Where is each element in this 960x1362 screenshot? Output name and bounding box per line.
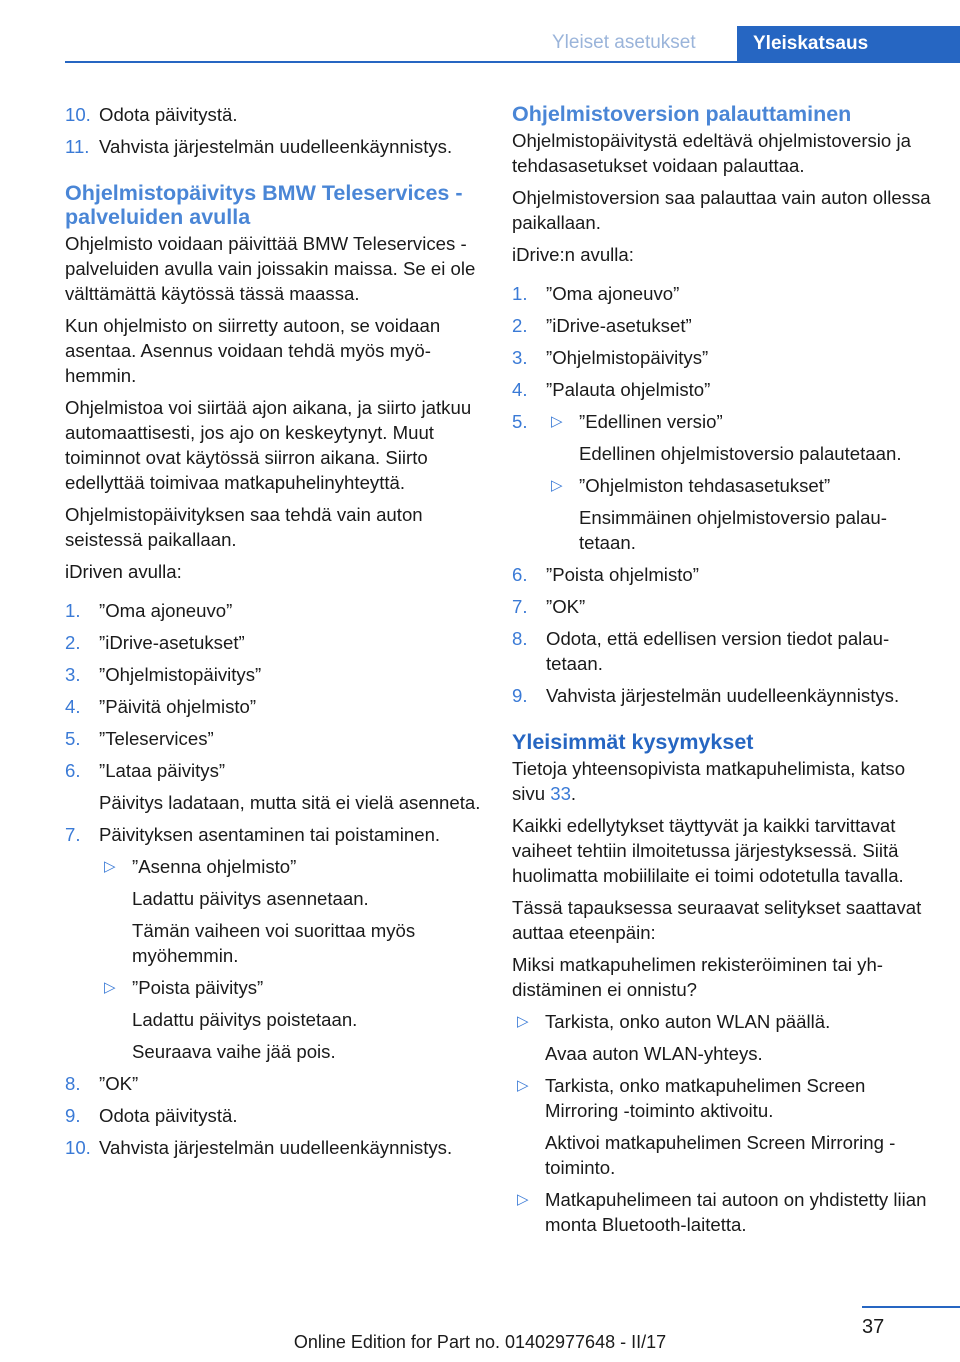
step-text: Odota, että edellisen version tiedot palautetaan.	[546, 628, 890, 674]
update-steps	[65, 598, 483, 1160]
list-item	[65, 630, 483, 655]
compat-text: Tietoja yhteensopivista matkapuhelimista, katso sivu	[512, 758, 906, 804]
list-item	[512, 377, 936, 402]
step-text: ”iDrive-asetukset”	[99, 632, 245, 653]
page-header	[0, 26, 960, 62]
paragraph: Ohjelmistoa voi siirtää ajon aikana, ja siirto jatkuu automaattisesti, jos ajo on keskeytynyt. Muut toiminnot ovat käytössä siirron aikana. Siirto edellyttää toimivaa matkapuhelinyhteyttä.	[65, 397, 472, 493]
step-text: Päivityksen asentaminen tai poistaminen.	[99, 824, 441, 845]
list-item	[65, 102, 483, 127]
list-item	[99, 975, 483, 1064]
sub-text: ”Ohjelmiston tehdasasetukset”	[579, 475, 831, 496]
sub-note: Seuraava vaihe jää pois.	[132, 1041, 336, 1062]
paragraph: Ohjelmisto voidaan päivittää BMW Teleservices -palveluiden avulla vain joissakin maissa. Se ei ole välttämättä käytössä tässä maassa.	[65, 233, 476, 304]
checklist	[512, 1009, 936, 1237]
list-item	[512, 594, 936, 619]
step-number: 5.	[512, 411, 528, 432]
step-number: 9.	[512, 685, 528, 706]
step-number: 3.	[65, 664, 81, 685]
step-text: ”Teleservices”	[99, 728, 214, 749]
step-number: 7.	[65, 824, 81, 845]
check-text: Tarkista, onko auton WLAN päällä.	[545, 1011, 831, 1032]
step-text: ”iDrive-asetukset”	[546, 315, 692, 336]
step-text: ”Ohjelmistopäivitys”	[546, 347, 709, 368]
step-text: ”Oma ajoneuvo”	[546, 283, 680, 304]
step-number: 2.	[65, 632, 81, 653]
section-heading: Ohjelmistopäivitys BMW Teleservices -palveluiden avulla	[65, 181, 463, 229]
step-text: ”OK”	[99, 1073, 139, 1094]
left-column	[65, 102, 483, 1167]
step-text: ”Ohjelmistopäivitys”	[99, 664, 262, 685]
step-number: 3.	[512, 347, 528, 368]
step-text: ”Oma ajoneuvo”	[99, 600, 233, 621]
list-item	[99, 854, 483, 968]
right-column	[512, 102, 936, 1244]
list-item	[65, 1071, 483, 1096]
list-item	[512, 1009, 936, 1066]
list-item	[65, 758, 483, 815]
list-item	[512, 345, 936, 370]
section-heading: Ohjelmistoversion palauttaminen	[512, 102, 852, 126]
list-item	[65, 1103, 483, 1128]
compat-text-end: .	[570, 783, 577, 804]
step-number: 4.	[512, 379, 528, 400]
list-item	[65, 1135, 483, 1160]
restore-steps	[512, 281, 936, 708]
list-item	[512, 1073, 936, 1180]
step-number: 5.	[65, 728, 81, 749]
step-number: 8.	[512, 628, 528, 649]
intro-steps	[65, 102, 483, 159]
paragraph: Kaikki edellytykset täyttyvät ja kaikki tarvittavat vaiheet tehtiin ilmoitetussa järjestyksessä. Siitä huolimatta mobiililaite ei toimi odotetulla tavalla.	[512, 815, 904, 886]
triangle-right-icon: ▷	[551, 413, 563, 430]
check-text: Tarkista, onko matkapuhelimen Screen Mirroring -toiminto aktivoitu.	[545, 1075, 866, 1121]
step-text: Odota päivitystä.	[99, 104, 238, 125]
paragraph: iDriven avulla:	[65, 561, 182, 582]
sub-note: Ladattu päivitys asennetaan.	[132, 888, 369, 909]
chapter-tab: Yleiskatsaus	[737, 26, 960, 62]
paragraph: iDrive:n avulla:	[512, 244, 634, 265]
check-note: Aktivoi matkapuhelimen Screen Mirroring -toiminto.	[545, 1132, 896, 1178]
sub-list	[99, 854, 483, 1064]
list-item	[512, 313, 936, 338]
step-number: 9.	[65, 1105, 81, 1126]
list-item	[512, 409, 936, 555]
step-text: Vahvista järjestelmän uudelleenkäynnistys.	[546, 685, 900, 706]
triangle-right-icon: ▷	[517, 1013, 529, 1030]
step-number: 4.	[65, 696, 81, 717]
triangle-right-icon: ▷	[551, 477, 563, 494]
paragraph: Miksi matkapuhelimen rekisteröiminen tai yhdistäminen ei onnistu?	[512, 954, 883, 1000]
step-number: 6.	[65, 760, 81, 781]
section-title: Yleiset asetukset	[552, 32, 696, 53]
triangle-right-icon: ▷	[104, 979, 116, 996]
sub-note: Tämän vaiheen voi suorittaa myös myöhemmin.	[132, 920, 416, 966]
list-item	[512, 626, 936, 676]
sub-list	[546, 409, 936, 555]
sub-note: Ensimmäinen ohjelmistoversio palautetaan.	[579, 507, 887, 553]
list-item	[65, 726, 483, 751]
sub-text: ”Edellinen versio”	[579, 411, 723, 432]
list-item	[65, 822, 483, 1064]
step-note: Päivitys ladataan, mutta sitä ei vielä asenneta.	[99, 792, 481, 813]
list-item	[546, 409, 936, 466]
step-number: 11.	[65, 136, 90, 157]
list-item	[512, 1187, 936, 1237]
list-item	[512, 281, 936, 306]
footer-rule	[862, 1306, 960, 1308]
step-text: Vahvista järjestelmän uudelleenkäynnistys.	[99, 1137, 453, 1158]
header-rule	[65, 61, 960, 63]
triangle-right-icon: ▷	[104, 858, 116, 875]
step-text: ”Palauta ohjelmisto”	[546, 379, 711, 400]
edition-line: Online Edition for Part no. 01402977648 - II/17	[293, 1332, 667, 1352]
step-text: Odota päivitystä.	[99, 1105, 238, 1126]
step-text: Vahvista järjestelmän uudelleenkäynnistys.	[99, 136, 453, 157]
sub-text: ”Poista päivitys”	[132, 977, 264, 998]
page-link[interactable]: 33	[550, 783, 571, 804]
paragraph: Ohjelmistopäivityksen saa tehdä vain auton seistessä paikallaan.	[65, 504, 423, 550]
list-item	[65, 598, 483, 623]
step-text: ”Poista ohjelmisto”	[546, 564, 699, 585]
check-note: Avaa auton WLAN-yhteys.	[545, 1043, 763, 1064]
step-number: 6.	[512, 564, 528, 585]
check-text: Matkapuhelimeen tai autoon on yhdistetty liian monta Bluetooth-laitetta.	[545, 1189, 927, 1235]
sub-text: ”Asenna ohjelmisto”	[132, 856, 297, 877]
list-item	[512, 683, 936, 708]
list-item	[65, 694, 483, 719]
paragraph: Tässä tapauksessa seuraavat selitykset saattavat auttaa eteenpäin:	[512, 897, 922, 943]
list-item	[512, 562, 936, 587]
step-text: ”Lataa päivitys”	[99, 760, 226, 781]
paragraph: Ohjelmistoversion saa palauttaa vain auton ollessa paikallaan.	[512, 187, 931, 233]
step-number: 8.	[65, 1073, 81, 1094]
page-number: 37	[862, 1316, 885, 1338]
list-item	[546, 473, 936, 555]
list-item	[65, 662, 483, 687]
step-text: ”OK”	[546, 596, 586, 617]
sub-note: Ladattu päivitys poistetaan.	[132, 1009, 358, 1030]
step-text: ”Päivitä ohjelmisto”	[99, 696, 257, 717]
step-number: 1.	[512, 283, 528, 304]
step-number: 1.	[65, 600, 81, 621]
step-number: 10.	[65, 104, 91, 125]
triangle-right-icon: ▷	[517, 1191, 529, 1208]
step-number: 7.	[512, 596, 528, 617]
paragraph: Kun ohjelmisto on siirretty autoon, se voidaan asentaa. Asennus voidaan tehdä myös myöhemmin.	[65, 315, 441, 386]
triangle-right-icon: ▷	[517, 1077, 529, 1094]
step-number: 2.	[512, 315, 528, 336]
sub-note: Edellinen ohjelmistoversio palautetaan.	[579, 443, 902, 464]
section-heading: Yleisimmät kysymykset	[512, 730, 754, 754]
paragraph	[512, 756, 936, 806]
paragraph: Ohjelmistopäivitystä edeltävä ohjelmistoversio ja tehdasasetukset voidaan palauttaa.	[512, 130, 911, 176]
list-item	[65, 134, 483, 159]
step-number: 10.	[65, 1137, 91, 1158]
